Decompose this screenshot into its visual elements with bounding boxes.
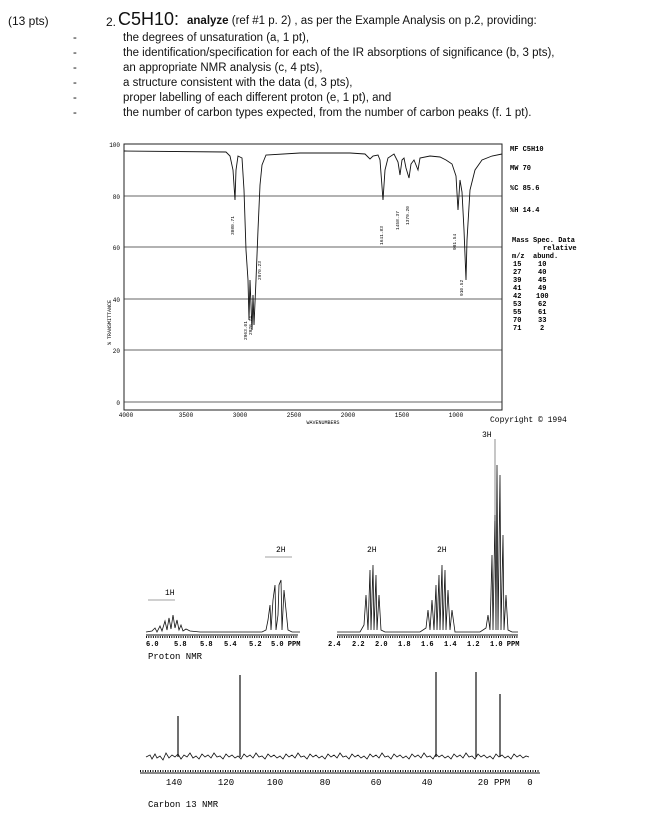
ms-relative: relative (543, 245, 577, 253)
question-formula: C5H10: (118, 9, 180, 29)
ir-frame (124, 144, 502, 410)
ir-mw: MW 70 (510, 165, 532, 173)
cnmr-tick: 20 PPM (477, 778, 511, 788)
ms-mz: 55 (513, 309, 522, 317)
ms-mz: 39 (513, 277, 522, 285)
ms-ab: 49 (538, 285, 547, 293)
hnmr-caption: Proton NMR (148, 652, 203, 662)
ir-mf: MF C5H10 (510, 146, 544, 154)
proton-nmr (0, 425, 647, 675)
ir-ytick: 0 (116, 400, 120, 407)
bullet-item: - the identification/specification for each of the IR absorptions of significance (b, 3 pts), (73, 47, 555, 59)
ms-mz: 27 (513, 269, 522, 277)
hnmr-tick: 5.8 (174, 641, 187, 649)
ir-ytick: 60 (112, 245, 120, 252)
ms-abund-head: abund. (533, 253, 559, 261)
ms-mz: 70 (513, 317, 522, 325)
ms-mz: 53 (513, 301, 522, 309)
points-label: (13 pts) (8, 14, 49, 28)
hnmr-integration: 2H (276, 546, 286, 555)
ir-xtick: 1000 (448, 412, 464, 419)
ir-xtick: 3000 (232, 412, 248, 419)
hnmr-tick: 1.0 PPM (490, 641, 520, 649)
ms-ab: 33 (538, 317, 547, 325)
ir-ylabel: % TRANSMITTANCE (107, 299, 113, 345)
ms-mz: 71 (513, 325, 522, 333)
hnmr-tick: 1.6 (421, 641, 434, 649)
hnmr-tick: 1.2 (467, 641, 480, 649)
ir-xtick: 1500 (394, 412, 410, 419)
carbon-nmr (0, 665, 647, 828)
cnmr-baseline (146, 753, 529, 760)
question-instruction (187, 15, 537, 27)
hnmr-tick: 1.8 (398, 641, 411, 649)
ir-ytick: 40 (112, 297, 120, 304)
cnmr-tick: 40 (421, 778, 433, 788)
cnmr-tick: 60 (370, 778, 382, 788)
ir-trace (124, 151, 502, 330)
ms-ab: 10 (538, 261, 547, 269)
ir-xtick: 3500 (178, 412, 194, 419)
question-number: 2. (106, 15, 117, 29)
ms-mz: 41 (513, 285, 522, 293)
hnmr-tick: 6.0 (146, 641, 159, 649)
hnmr-tick: 5.4 (224, 641, 237, 649)
bullet-item: - an appropriate NMR analysis (c, 4 pts), (73, 62, 323, 74)
ms-mz: 42 (513, 293, 522, 301)
hnmr-tick: 1.4 (444, 641, 457, 649)
ms-mz-head: m/z (512, 253, 525, 261)
ir-peak-labels (230, 206, 465, 340)
hnmr-integration: 3H (482, 431, 492, 440)
ir-xtick: 4000 (118, 412, 134, 419)
cnmr-tick: 0 (527, 778, 533, 788)
bullet-item: - the degrees of unsaturation (a, 1 pt), (73, 32, 310, 44)
ms-title: Mass Spec. Data (512, 237, 576, 245)
hnmr-tick: 2.2 (352, 641, 365, 649)
cnmr-tick: 80 (319, 778, 331, 788)
hnmr-trace-left (146, 580, 300, 632)
analyze-word: analyze (187, 15, 229, 27)
ms-ab: 62 (538, 301, 547, 309)
hnmr-trace-right (337, 465, 518, 632)
cnmr-tick: 140 (165, 778, 183, 788)
ir-peak-label: 1641.83 (380, 226, 385, 245)
ms-ab: 40 (538, 269, 547, 277)
ir-peak-label: 1379.20 (406, 206, 411, 225)
ir-peak-label: 1458.37 (396, 211, 401, 230)
cnmr-tick: 100 (266, 778, 284, 788)
hnmr-integration: 1H (165, 589, 175, 598)
ir-ytick: 100 (109, 142, 120, 149)
ms-ab: 61 (538, 309, 547, 317)
ms-ab: 2 (540, 325, 545, 333)
cnmr-tick: 120 (217, 778, 235, 788)
hnmr-integration: 2H (437, 546, 447, 555)
ir-xlabel: WAVENUMBERS (306, 420, 340, 426)
hnmr-tick: 5.8 (200, 641, 213, 649)
ir-ytick: 20 (112, 348, 120, 355)
ir-gridlines (124, 196, 502, 402)
hnmr-tick: 2.0 (375, 641, 388, 649)
hnmr-tick: 2.4 (328, 641, 341, 649)
bullet-item: - the number of carbon types expected, from the number of carbon peaks (f. 1 pt). (73, 107, 532, 119)
ir-peak-label: 2926.74 (249, 316, 254, 335)
ir-h-pct: %H 14.4 (510, 207, 540, 215)
ms-mz: 15 (513, 261, 522, 269)
ms-ab: 45 (538, 277, 547, 285)
hnmr-tick: 5.2 (249, 641, 262, 649)
ir-c-pct: %C 85.6 (510, 185, 540, 193)
cnmr-peaks (178, 672, 500, 757)
bullet-item: - proper labelling of each different proton (e, 1 pt), and (73, 92, 392, 104)
ir-copyright: Copyright © 1994 (490, 416, 567, 425)
ir-peak-label: 2970.23 (258, 261, 263, 280)
hnmr-integration: 2H (367, 546, 377, 555)
ir-xtick: 2500 (286, 412, 302, 419)
bullet-item: - a structure consistent with the data (d, 3 pts), (73, 77, 353, 89)
ir-peak-label: 2963.01 (244, 321, 249, 340)
ms-table (513, 261, 549, 333)
ir-spectrum (0, 130, 647, 430)
ir-peak-label: 910.52 (460, 279, 465, 296)
ir-peak-label: 991.54 (453, 233, 458, 250)
instruction-text: (ref #1 p. 2) , as per the Example Analysis on p.2, providing: (231, 15, 537, 27)
cnmr-caption: Carbon 13 NMR (148, 800, 219, 810)
ir-xtick: 2000 (340, 412, 356, 419)
hnmr-tick: 5.0 PPM (271, 641, 301, 649)
ir-peak-label: 3080.71 (231, 216, 236, 235)
ms-ab: 100 (536, 293, 549, 301)
ir-ytick: 80 (112, 194, 120, 201)
